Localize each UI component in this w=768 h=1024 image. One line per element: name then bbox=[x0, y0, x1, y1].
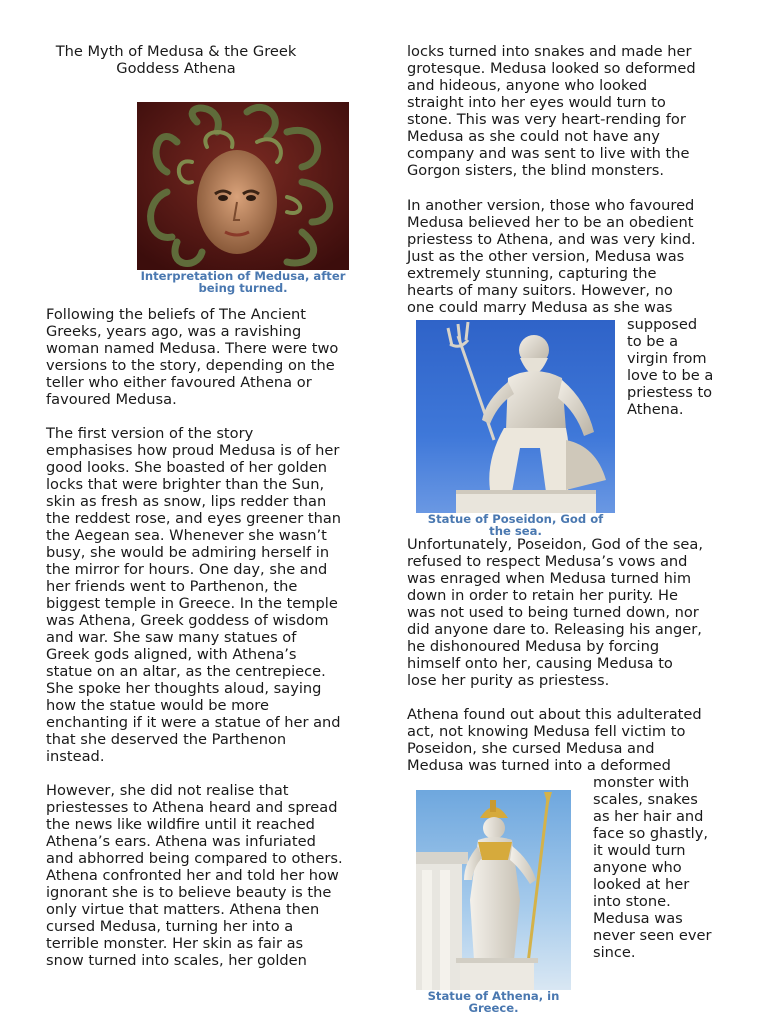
text-line: Athena confronted her and told her how bbox=[46, 867, 339, 884]
text-line: priestesses to Athena heard and spread bbox=[46, 799, 338, 816]
caption-line: the sea. bbox=[489, 524, 542, 536]
text-line: looked at her bbox=[593, 876, 690, 893]
text-line: did anyone dare to. Releasing his anger, bbox=[407, 621, 702, 638]
text-line: priestess to Athena, and was very kind. bbox=[407, 231, 696, 248]
text-line: love to be a bbox=[627, 367, 714, 384]
title-line-1: The Myth of Medusa & the Greek bbox=[55, 43, 297, 60]
text-line: one could marry Medusa as she was bbox=[407, 299, 673, 316]
text-line: extremely stunning, capturing the bbox=[407, 265, 657, 282]
text-line: was not used to being turned down, nor bbox=[407, 604, 699, 621]
left-paragraph-3 bbox=[46, 782, 343, 969]
text-line: Poseidon, she cursed Medusa and bbox=[407, 740, 655, 757]
text-line: the mirror for hours. One day, she and bbox=[46, 561, 328, 578]
left-paragraph-1 bbox=[46, 306, 338, 408]
text-line: Greeks, years ago, was a ravishing bbox=[46, 323, 302, 340]
right-paragraph-2-wrap bbox=[627, 316, 713, 418]
caption-line: Statue of Poseidon, God of bbox=[427, 513, 604, 526]
text-line: straight into her eyes would turn to bbox=[407, 94, 666, 111]
text-line: locks that were brighter than the Sun, bbox=[46, 476, 325, 493]
right-paragraph-4 bbox=[407, 706, 702, 774]
text-line: good looks. She boasted of her golden bbox=[46, 459, 328, 476]
text-line: refused to respect Medusa’s vows and bbox=[407, 553, 688, 570]
text-line: stone. This was very heart-rending for bbox=[407, 111, 686, 128]
caption-line: Greece. bbox=[468, 1001, 519, 1012]
caption-line: Statue of Athena, in bbox=[427, 990, 560, 1003]
text-line: company and was sent to live with the bbox=[407, 145, 690, 162]
text-line: grotesque. Medusa looked so deformed bbox=[407, 60, 696, 77]
text-line: the Aegean sea. Whenever she wasn’t bbox=[46, 527, 327, 544]
text-line: Greek gods aligned, with Athena’s bbox=[46, 646, 297, 663]
text-line: how the statue would be more bbox=[46, 697, 269, 714]
text-line: he dishonoured Medusa by forcing bbox=[407, 638, 660, 655]
text-line: only virtue that matters. Athena then bbox=[46, 901, 320, 918]
text-line: and war. She saw many statues of bbox=[46, 629, 297, 646]
right-paragraph-4-wrap bbox=[593, 774, 712, 961]
text-line: The first version of the story bbox=[46, 425, 254, 442]
text-line: biggest temple in Greece. In the temple bbox=[46, 595, 338, 612]
text-line: woman named Medusa. There were two bbox=[46, 340, 339, 357]
caption-line: Interpretation of Medusa, after bbox=[140, 270, 346, 283]
text-line: In another version, those who favoured bbox=[407, 197, 695, 214]
text-line: act, not knowing Medusa fell victim to bbox=[407, 723, 686, 740]
text-line: busy, she would be admiring herself in bbox=[46, 544, 330, 561]
text-line: to be a bbox=[627, 333, 679, 350]
text-line: it would turn bbox=[593, 842, 686, 859]
text-line: Medusa as she could not have any bbox=[407, 128, 660, 145]
text-line: hearts of many suitors. However, no bbox=[407, 282, 673, 299]
text-line: Following the beliefs of The Ancient bbox=[46, 306, 307, 323]
text-line: since. bbox=[593, 944, 636, 961]
text-line: terrible monster. Her skin as fair as bbox=[46, 935, 304, 952]
text-line: and abhorred being compared to others. bbox=[46, 850, 343, 867]
text-line: ignorant she is to believe beauty is the bbox=[46, 884, 332, 901]
text-line: Medusa believed her to be an obedient bbox=[407, 214, 694, 231]
text-line: into stone. bbox=[593, 893, 671, 910]
text-line: snow turned into scales, her golden bbox=[46, 952, 307, 969]
caption-line: being turned. bbox=[198, 281, 288, 295]
right-paragraph-3 bbox=[407, 536, 703, 689]
text-line: supposed bbox=[627, 316, 698, 333]
text-line: Medusa was turned into a deformed bbox=[407, 757, 671, 774]
text-line: Athena found out about this adulterated bbox=[407, 706, 702, 723]
text-line: locks turned into snakes and made her bbox=[407, 43, 692, 60]
text-line: Medusa was bbox=[593, 910, 683, 927]
text-line: Just as the other version, Medusa was bbox=[407, 248, 685, 265]
text-line: down in order to retain her purity. He bbox=[407, 587, 679, 604]
text-line: enchanting if it were a statue of her and bbox=[46, 714, 341, 731]
text-line: skin as fresh as snow, lips redder than bbox=[46, 493, 327, 510]
text-line: monster with bbox=[593, 774, 690, 791]
athena-statue-image bbox=[416, 790, 571, 990]
text-line: virgin from bbox=[627, 350, 707, 367]
text-line: that she deserved the Parthenon bbox=[46, 731, 287, 748]
text-line: statue on an altar, as the centrepiece. bbox=[46, 663, 326, 680]
medusa-painting-image bbox=[137, 102, 349, 270]
medusa-image-caption bbox=[137, 270, 349, 296]
text-line: was enraged when Medusa turned him bbox=[407, 570, 692, 587]
athena-image-caption bbox=[416, 990, 571, 1012]
left-paragraph-2 bbox=[46, 425, 341, 765]
text-line: was Athena, Greek goddess of wisdom bbox=[46, 612, 329, 629]
text-line: emphasises how proud Medusa is of her bbox=[46, 442, 340, 459]
title-line-2: Goddess Athena bbox=[116, 60, 236, 77]
text-line: Athena’s ears. Athena was infuriated bbox=[46, 833, 316, 850]
text-line: However, she did not realise that bbox=[46, 782, 289, 799]
text-line: She spoke her thoughts aloud, saying bbox=[46, 680, 322, 697]
text-line: never seen ever bbox=[593, 927, 712, 944]
text-line: Unfortunately, Poseidon, God of the sea, bbox=[407, 536, 703, 553]
text-line: priestess to bbox=[627, 384, 713, 401]
poseidon-image-caption bbox=[416, 513, 615, 536]
text-line: as her hair and bbox=[593, 808, 704, 825]
text-line: Gorgon sisters, the blind monsters. bbox=[407, 162, 664, 179]
text-line: scales, snakes bbox=[593, 791, 698, 808]
text-line: cursed Medusa, turning her into a bbox=[46, 918, 294, 935]
text-line: her friends went to Parthenon, the bbox=[46, 578, 298, 595]
page-title bbox=[52, 43, 300, 77]
text-line: himself onto her, causing Medusa to bbox=[407, 655, 673, 672]
right-paragraph-1 bbox=[407, 43, 696, 179]
text-line: and hideous, anyone who looked bbox=[407, 77, 648, 94]
text-line: instead. bbox=[46, 748, 105, 765]
poseidon-statue-image bbox=[416, 320, 615, 513]
text-line: favoured Medusa. bbox=[46, 391, 177, 408]
text-line: the reddest rose, and eyes greener than bbox=[46, 510, 342, 527]
text-line: Athena. bbox=[627, 401, 684, 418]
text-line: lose her purity as priestess. bbox=[407, 672, 610, 689]
right-paragraph-2 bbox=[407, 197, 696, 316]
text-line: versions to the story, depending on the bbox=[46, 357, 335, 374]
text-line: face so ghastly, bbox=[593, 825, 709, 842]
text-line: teller who either favoured Athena or bbox=[46, 374, 312, 391]
text-line: anyone who bbox=[593, 859, 682, 876]
text-line: the news like wildfire until it reached bbox=[46, 816, 315, 833]
